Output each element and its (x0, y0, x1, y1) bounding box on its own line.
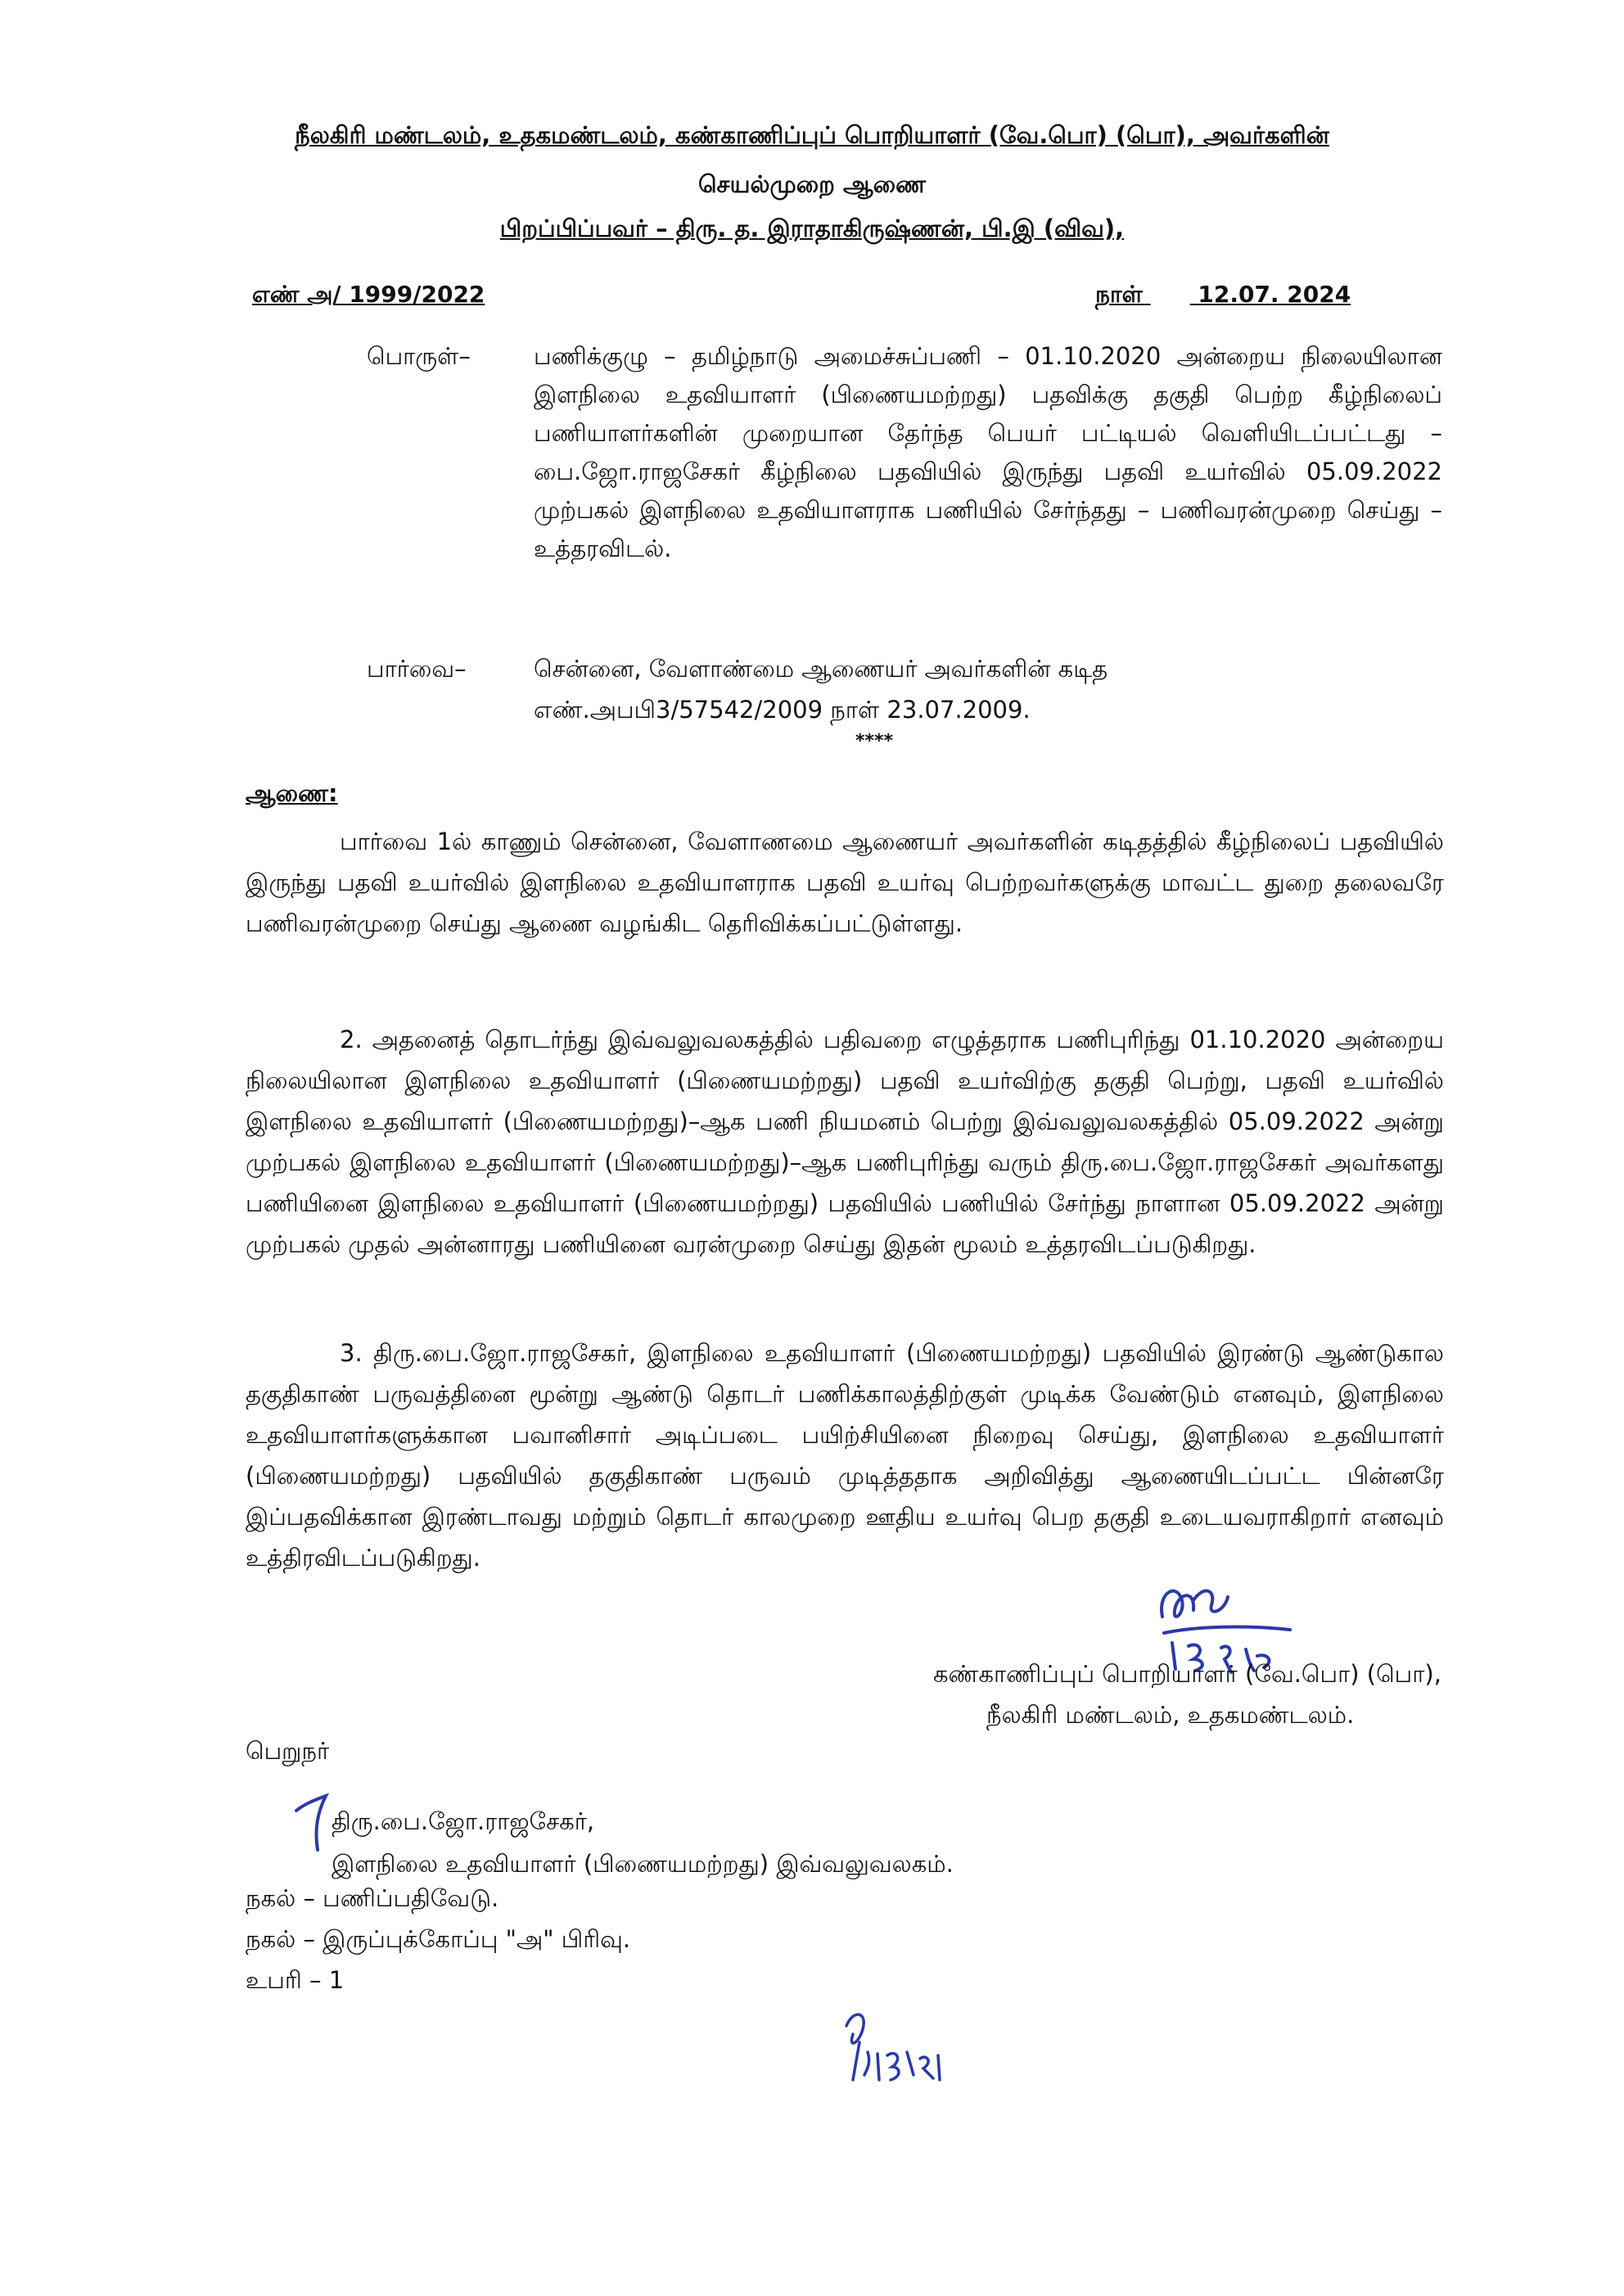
order-paragraph-2 (246, 1019, 1444, 1265)
recipient-name: திரு.பை.ஜோ.ராஜசேகர், (332, 1807, 595, 1835)
reference-letter-line2: எண்.அபபி3/57542/2009 நாள் 23.07.2009. (534, 696, 1031, 724)
order-paragraph-3 (246, 1333, 1444, 1578)
reference-letter-line1: சென்னை, வேளாண்மை ஆணையர் அவர்களின் கடித (534, 655, 1108, 683)
recipient-designation: இளநிலை உதவியாளர் (பிணையமற்றது) இவ்வலுவலகம். (332, 1850, 954, 1878)
reference-number: எண் அ/ 1999/2022 (252, 281, 485, 308)
date-label: நாள் (1095, 281, 1143, 308)
copy-service-register: நகல் – பணிப்பதிவேடு. (246, 1884, 499, 1912)
order-heading: ஆணை: (246, 779, 338, 807)
reference-letter-label: பார்வை– (367, 655, 467, 683)
header-office-line: நீலகிரி மண்டலம், உதகமண்டலம், கண்காணிப்புப் பொறியாளர் (வே.பொ) (பொ), அவர்களின் (295, 121, 1329, 149)
copy-stock-file: நகல் – இருப்புக்கோப்பு "அ" பிரிவு. (246, 1925, 631, 1953)
paragraph-1-text: பார்வை 1ல் காணும் சென்னை, வேளாணமை ஆணையர் அவர்களின் கடிதத்தில் கீழ்நிலைப் பதவியில் இருந்து பதவி உயர்வில் இளநிலை உதவியாளராக பதவி உயர்வு பெற்றவர்களுக்கு மாவட்ட துறை தலைவரே பணிவரன்முறை செய்து ஆணை வழங்கிட தெரிவிக்கப்பட்டுள்ளது. (246, 828, 1444, 937)
signatory-designation: கண்காணிப்புப் பொறியாளர் (வே.பொ) (பொ), (933, 1660, 1441, 1688)
paragraph-3-text: 3. திரு.பை.ஜோ.ராஜசேகர், இளநிலை உதவியாளர் (பிணையமற்றது) பதவியில் இரண்டு ஆண்டுகால தகுதிகாண் பருவத்தினை மூன்று ஆண்டு தொடர் பணிக்காலத்திற்குள் முடிக்க வேண்டும் எனவும், இளநிலை உதவியாளர்களுக்கான பவானிசார் அடிப்படை பயிற்சியினை நிறைவு செய்து, இளநிலை உதவியாளர் (பிணையமற்றது) பதவியில் தகுதிகாண் பருவம் முடித்ததாக அறிவித்து ஆணையிடப்பட்ட பின்னரே இப்பதவிக்கான இரண்டாவது மற்றும் தொடர் காலமுறை ஊதிய உயர்வு பெற தகுதி உடையவராகிறார் எனவும் உத்திரவிடப்படுகிறது. (246, 1339, 1444, 1572)
recipient-label: பெறுநர் (246, 1737, 330, 1765)
separator-stars: **** (855, 731, 894, 751)
header-issued-by: பிறப்பிப்பவர் – திரு. த. இராதாகிருஷ்ணன், பி.இ (விவ), (499, 214, 1125, 242)
order-paragraph-1 (246, 821, 1444, 944)
signatory-office: நீலகிரி மண்டலம், உதகமண்டலம். (986, 1701, 1355, 1729)
paragraph-2-text: 2. அதனைத் தொடர்ந்து இவ்வலுவலகத்தில் பதிவறை எழுத்தராக பணிபுரிந்து 01.10.2020 அன்றைய நிலையிலான இளநிலை உதவியாளர் (பிணையமற்றது) பதவி உயர்விற்கு தகுதி பெற்று, பதவி உயர்வில் இளநிலை உதவியாளர் (பிணையமற்றது)–ஆக பணி நியமனம் பெற்று இவ்வலுவலகத்தில் 05.09.2022 அன்று முற்பகல் இளநிலை உதவியாளர் (பிணையமற்றது)–ஆக பணிபுரிந்து வரும் திரு.பை.ஜோ.ராஜசேகர் அவர்களது பணியினை இளநிலை உதவியாளர் (பிணையமற்றது) பதவியில் பணியில் சேர்ந்து நாளான 05.09.2022 அன்று முற்பகல் முதல் அன்னாரது பணியினை வரன்முறை செய்து இதன் மூலம் உத்தரவிடப்படுகிறது. (246, 1026, 1444, 1258)
reference-date (1095, 281, 1351, 311)
date-value: 12.07. 2024 (1198, 281, 1351, 308)
receipt-initials (835, 2001, 958, 2091)
header-proceedings-title: செயல்முறை ஆணை (697, 170, 927, 198)
spare-copy: உபரி – 1 (246, 1966, 345, 1994)
subject-text: பணிக்குழு – தமிழ்நாடு அமைச்சுப்பணி – 01.10.2020 அன்றைய நிலையிலான இளநிலை உதவியாளர் (பிணையமற்றது) பதவிக்கு தகுதி பெற்ற கீழ்நிலைப் பணியாளர்களின் முறையான தேர்ந்த பெயர் பட்டியல் வெளியிடப்பட்டது – பை.ஜோ.ராஜசேகர் கீழ்நிலை பதவியில் இருந்து பதவி உயர்வில் 05.09.2022 முற்பகல் இளநிலை உதவியாளராக பணியில் சேர்ந்தது – பணிவரன்முறை செய்து – உத்தரவிடல். (534, 342, 1442, 562)
subject-label: பொருள்– (367, 342, 471, 370)
